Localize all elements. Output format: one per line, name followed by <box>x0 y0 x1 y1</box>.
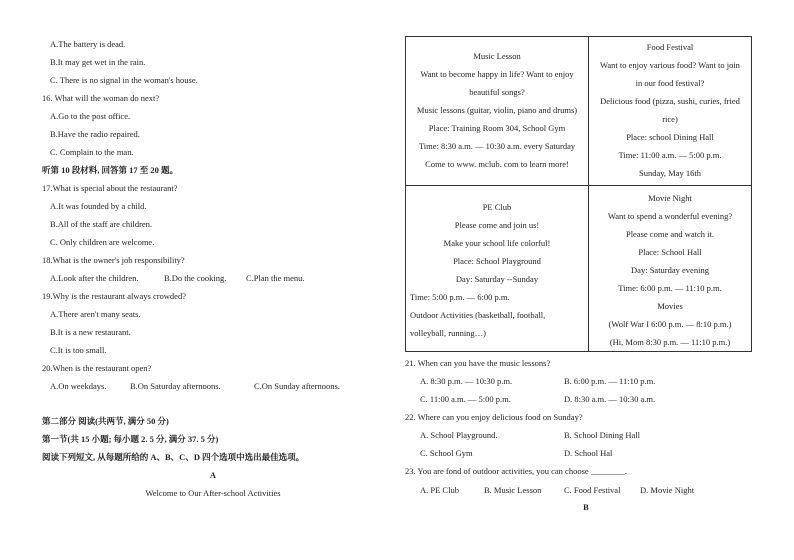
movie-night-line2: Please come and watch it. <box>625 229 715 239</box>
passage-title: Welcome to Our After-school Activities <box>145 488 281 498</box>
movie-night-line7: (Wolf War I 6:00 p.m. — 8:10 p.m.) <box>608 319 732 329</box>
q23-option-a: A. PE Club <box>420 485 459 495</box>
music-lesson-line6: Come to www. mclub. com to learn more! <box>425 159 569 169</box>
q19-option-a: A.There aren't many seats. <box>50 309 141 319</box>
food-festival-line1: Want to enjoy various food? Want to join <box>600 60 740 70</box>
q20-option-a: A.On weekdays. <box>50 381 107 391</box>
q18-option-c: C.Plan the menu. <box>246 273 305 283</box>
music-lesson-line1: Want to become happy in life? Want to enjoy <box>420 69 574 79</box>
q16-option-b: B.Have the radio repaired. <box>50 129 140 139</box>
music-lesson-line5: Time: 8:30 a.m. — 10:30 a.m. every Saturday <box>418 141 576 151</box>
q16-option-c: C. Complain to the man. <box>50 147 134 157</box>
movie-night-line3: Place: School Hall <box>638 247 702 257</box>
music-lesson-title: Music Lesson <box>473 51 521 61</box>
table-divider-horizontal <box>405 185 752 186</box>
movie-night-line8: (Hi, Mom 8:30 p.m. — 11:10 p.m.) <box>609 337 731 347</box>
q19-option-c: C.It is too small. <box>50 345 107 355</box>
music-lesson-line2: beautiful songs? <box>469 87 525 97</box>
food-festival-title: Food Festival <box>646 42 694 52</box>
q18-question: 18.What is the owner's job responsibility? <box>42 255 185 265</box>
pe-club-line7: volleyball, running…) <box>410 328 487 338</box>
q17-option-a: A.It was founded by a child. <box>50 201 147 211</box>
q18-option-a: A.Look after the children. <box>50 273 139 283</box>
q21-option-a: A. 8:30 p.m. — 10:30 p.m. <box>420 376 513 386</box>
music-lesson-line4: Place: Training Room 304, School Gym <box>428 123 566 133</box>
q20-option-b: B.On Saturday afternoons. <box>130 381 221 391</box>
q23-option-b: B. Music Lesson <box>484 485 542 495</box>
q22-option-c: C. School Gym <box>420 448 473 458</box>
q17-option-c: C. Only children are welcome. <box>50 237 155 247</box>
q17-question: 17.What is special about the restaurant? <box>42 183 178 193</box>
q22-question: 22. Where can you enjoy delicious food on Sunday? <box>405 412 583 422</box>
music-lesson-line3: Music lessons (guitar, violin, piano and drums) <box>416 105 578 115</box>
movie-night-line4: Day: Saturday evening <box>631 265 709 275</box>
q20-question: 20.When is the restaurant open? <box>42 363 152 373</box>
q16-option-a: A.Go to the post office. <box>50 111 131 121</box>
pe-club-line3: Place: School Playground <box>453 256 541 266</box>
food-festival-line4: rice) <box>662 114 678 124</box>
pe-club-line6: Outdoor Activities (basketball, football, <box>410 310 546 320</box>
food-festival-line3: Delicious food (pizza, sushi, curies, fried <box>600 96 740 106</box>
movie-night-line6: Movies <box>657 301 683 311</box>
q18-option-b: B.Do the cooking. <box>164 273 227 283</box>
q19-option-b: B.It is a new restaurant. <box>50 327 131 337</box>
q23-option-d: D. Movie Night <box>640 485 695 495</box>
passage-letter-a: A <box>209 470 217 480</box>
q23-option-c: C. Food Festival <box>564 485 621 495</box>
q19-question: 19.Why is the restaurant always crowded? <box>42 291 186 301</box>
part2-instructions: 阅读下列短文, 从每题所给的 A、B、C、D 四个选项中选出最佳选项。 <box>42 452 305 462</box>
part2-title: 第二部分 阅读(共两节, 满分 50 分) <box>42 416 169 426</box>
q15-option-a: A.The battery is dead. <box>50 39 126 49</box>
q15-option-b: B.It may get wet in the rain. <box>50 57 146 67</box>
movie-night-line5: Time: 6:00 p.m. — 11:10 p.m. <box>618 283 722 293</box>
pe-club-line2: Make your school life colorful! <box>443 238 551 248</box>
q23-question: 23. You are fond of outdoor activities, you can choose ________. <box>405 466 627 476</box>
q16-question: 16. What will the woman do next? <box>42 93 160 103</box>
movie-night-line1: Want to spend a wonderful evening? <box>607 211 733 221</box>
q22-option-d: D. School Hal <box>564 448 613 458</box>
q22-option-a: A. School Playground. <box>420 430 498 440</box>
pe-club-line5: Time: 5:00 p.m. — 6:00 p.m. <box>410 292 510 302</box>
q22-option-b: B. School Dining Hall <box>564 430 641 440</box>
food-festival-line6: Time: 11:00 a.m. — 5:00 p.m. <box>618 150 722 160</box>
section-note: 听第 10 段材料, 回答第 17 至 20 题。 <box>42 165 179 175</box>
food-festival-line7: Sunday, May 16th <box>638 168 701 178</box>
q21-option-c: C. 11:00 a.m. — 5:00 p.m. <box>420 394 511 404</box>
q15-option-c: C. There is no signal in the woman's house. <box>50 75 198 85</box>
q17-option-b: B.All of the staff are children. <box>50 219 153 229</box>
passage-letter-b: B <box>583 502 589 512</box>
food-festival-line2: in our food festival? <box>635 78 705 88</box>
q21-question: 21. When can you have the music lessons? <box>405 358 551 368</box>
pe-club-line1: Please come and join us! <box>454 220 540 230</box>
q21-option-b: B. 6:00 p.m. — 11:10 p.m. <box>564 376 656 386</box>
movie-night-title: Movie Night <box>648 193 692 203</box>
pe-club-line4: Day: Saturday --Sunday <box>455 274 539 284</box>
q21-option-d: D. 8:30 a.m. — 10:30 a.m. <box>564 394 656 404</box>
q20-option-c: C.On Sunday afternoons. <box>254 381 340 391</box>
food-festival-line5: Place: school Dining Hall <box>626 132 714 142</box>
part2-section1: 第一节(共 15 小题; 每小题 2. 5 分, 满分 37. 5 分) <box>42 434 219 444</box>
pe-club-title: PE Club <box>482 202 512 212</box>
